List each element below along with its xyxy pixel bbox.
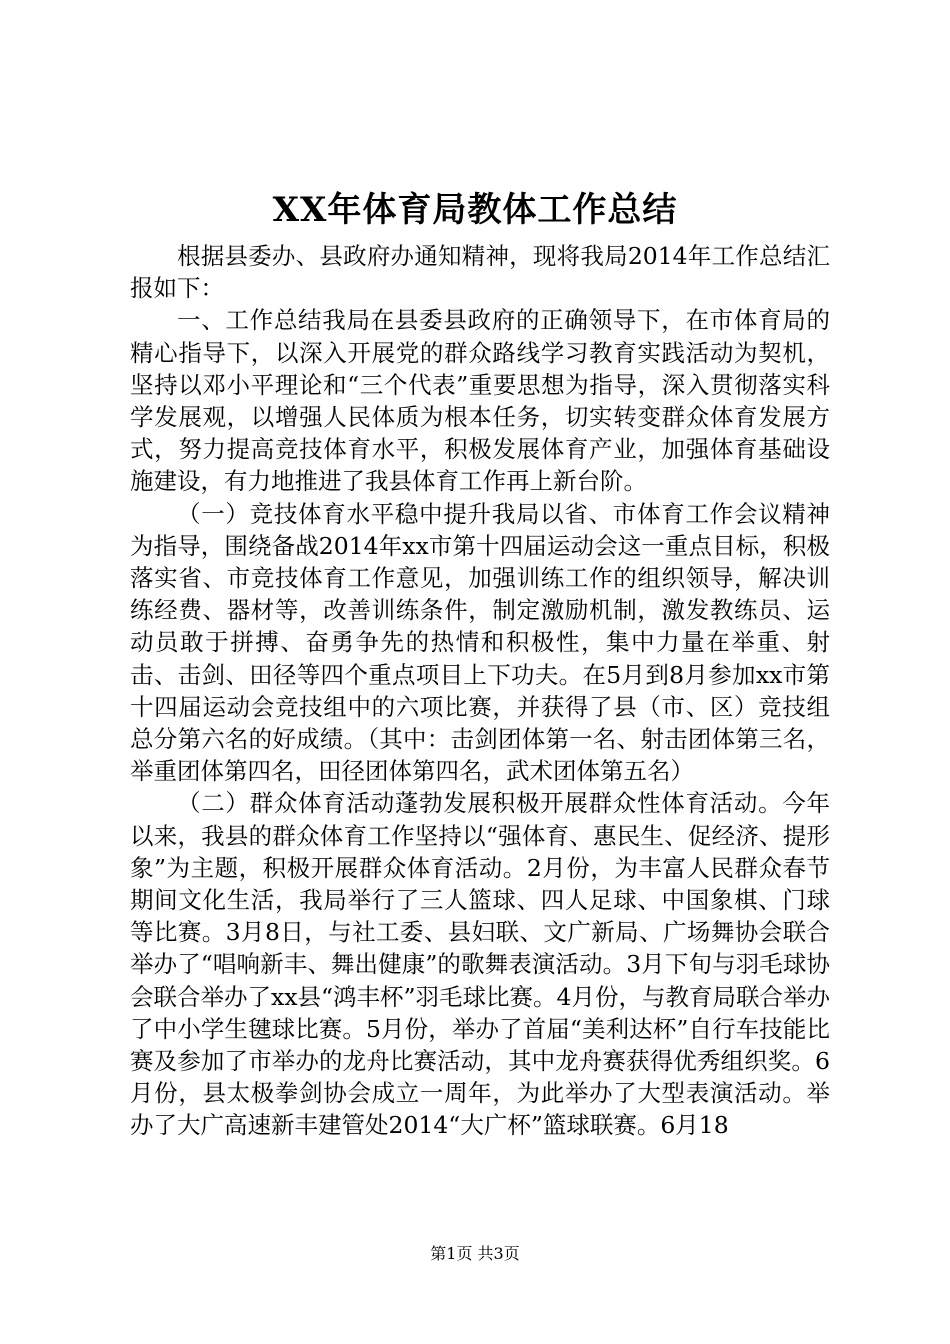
document-body bbox=[130, 240, 830, 1142]
paragraph-competitive-sports: （一）竞技体育水平稳中提升我局以省、市体育工作会议精神为指导，围绕备战2014年xx市第十四届运动会这一重点目标，积极落实省、市竞技体育工作意见，加强训练工作的组织领导，解决训练经费、器材等，改善训练条件，制定激励机制，激发教练员、运动员敢于拼搏、奋勇争先的热情和积极性，集中力量在举重、射击、击剑、田径等四个重点项目上下功夫。在5月到8月参加xx市第十四届运动会竞技组中的六项比赛，并获得了县（市、区）竞技组总分第六名的好成绩。（其中：击剑团体第一名、射击团体第三名，举重团体第四名，田径团体第四名，武术团体第五名） bbox=[130, 499, 830, 786]
paragraph-mass-sports: （二）群众体育活动蓬勃发展积极开展群众性体育活动。今年以来，我县的群众体育工作坚持以“强体育、惠民生、促经济、提形象”为主题，积极开展群众体育活动。2月份，为丰富人民群众春节期间文化生活，我局举行了三人篮球、四人足球、中国象棋、门球等比赛。3月8日，与社工委、县妇联、文广新局、广场舞协会联合举办了“唱响新丰、舞出健康”的歌舞表演活动。3月下旬与羽毛球协会联合举办了xx县“鸿丰杯”羽毛球比赛。4月份，与教育局联合举办了中小学生毽球比赛。5月份，举办了首届“美利达杯”自行车技能比赛及参加了市举办的龙舟比赛活动，其中龙舟赛获得优秀组织奖。6月份，县太极拳剑协会成立一周年，为此举办了大型表演活动。举办了大广高速新丰建管处2014“大广杯”篮球联赛。6月18 bbox=[130, 789, 830, 1140]
page-footer: 第1页 共3页 bbox=[430, 1244, 520, 1263]
paragraph-intro: 根据县委办、县政府办通知精神，现将我局2014年工作总结汇报如下： bbox=[130, 242, 830, 303]
document-title: XX年体育局教体工作总结 bbox=[272, 190, 678, 230]
paragraph-work-summary: 一、工作总结我局在县委县政府的正确领导下，在市体育局的精心指导下，以深入开展党的群众路线学习教育实践活动为契机，坚持以邓小平理论和“三个代表”重要思想为指导，深入贯彻落实科学发展观，以增强人民体质为根本任务，切实转变群众体育发展方式，努力提高竞技体育水平，积极发展体育产业，加强体育基础设施建设，有力地推进了我县体育工作再上新台阶。 bbox=[130, 306, 830, 496]
